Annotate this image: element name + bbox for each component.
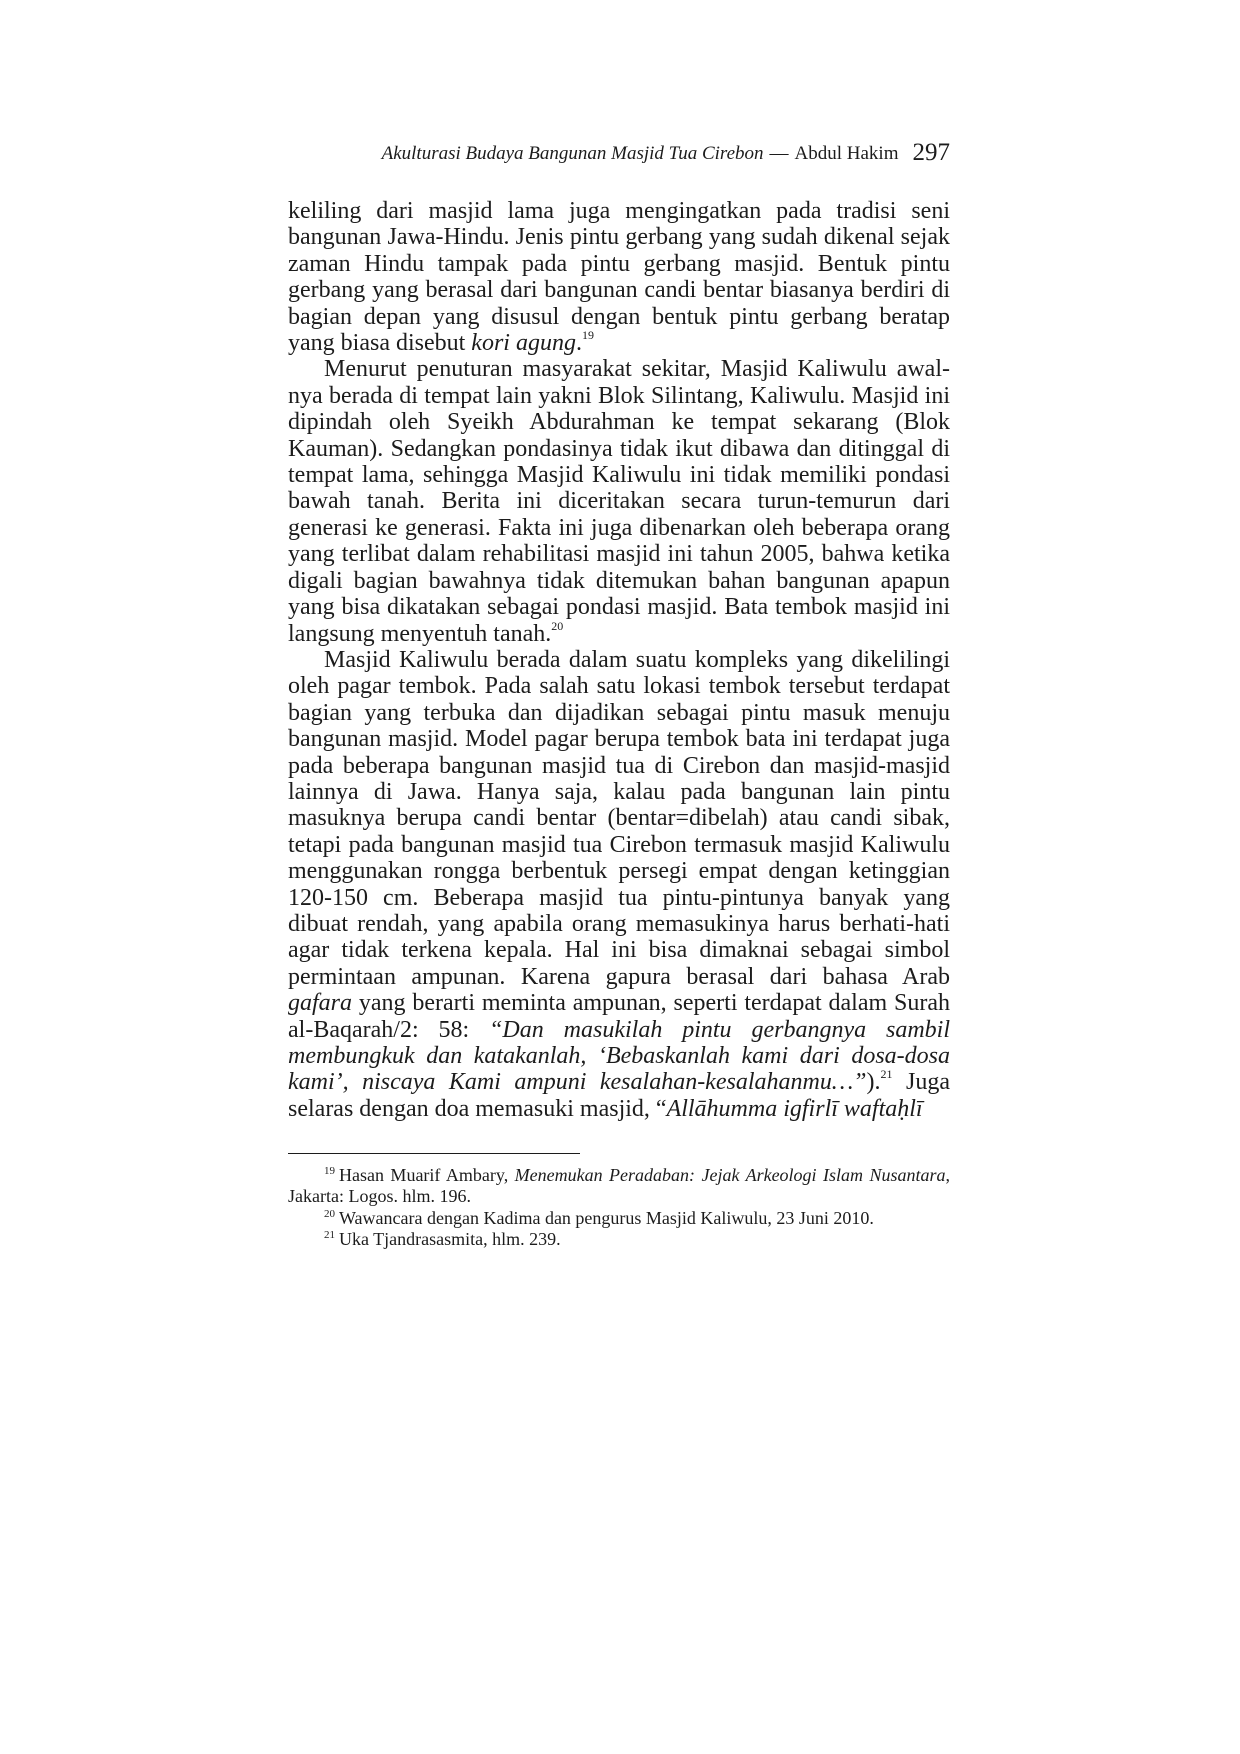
running-header bbox=[288, 140, 950, 167]
footnote-text-end: , Jakarta: Logos. hlm. 196. bbox=[288, 1165, 950, 1207]
footnote-number: 20 bbox=[324, 1207, 335, 1220]
paragraph-3-text-2: yang berarti meminta ampunan, seperti terdapat dalam Surah al-Baqarah/2: 58: bbox=[288, 990, 950, 1043]
footnote-20 bbox=[288, 1208, 950, 1229]
footnote-ref-20: 20 bbox=[551, 618, 564, 633]
footnote-21 bbox=[288, 1229, 950, 1250]
paragraph-3 bbox=[288, 647, 950, 1122]
running-header-author: Abdul Hakim bbox=[794, 143, 899, 164]
paragraph-1-text: keliling dari masjid lama juga mengingatkan pada tradisi seni bangunan Jawa-Hindu. Jenis pintu gerbang yang sudah dikenal sejak zaman Hindu tampak pada pintu gerbang masjid. Bentuk pintu gerbang yang berasal dari bangunan candi bentar biasanya berdiri di bagian depan yang disusul dengan bentuk pintu gerbang beratap yang biasa disebut bbox=[288, 198, 950, 357]
footnote-number: 21 bbox=[324, 1229, 335, 1242]
paragraph-3-text-1: Masjid Kaliwulu berada dalam suatu kompleks yang dikelilingi oleh pagar tembok. Pada salah satu lokasi tembok tersebut terdapat bagian yang terbuka dan dijadikan sebagai pintu masuk menuju bangunan masjid. Model pagar berupa tembok bata ini terdapat juga pada beberapa bangunan masjid tua di Cirebon dan masjid-masjid lainnya di Jawa. Hanya saja, kalau pada bangunan lain pintu masuknya berupa candi bentar (bentar=dibelah) atau candi sibak, tetapi pada bangunan masjid tua Cirebon termasuk masjid Kaliwulu menggunakan rongga berbentuk persegi empat dengan ketinggian 120-150 cm. Beberapa masjid tua pintu-pintunya banyak yang dibuat rendah, yang apabila orang memasukinya harus berhati-hati agar tidak terkena kepala. Hal ini bisa dimaknai sebagai simbol permintaan ampunan. Karena gapura berasal dari bahasa Arab bbox=[288, 646, 950, 990]
prayer-quote: Allāhumma igfirlī waftaḥlī bbox=[666, 1095, 923, 1122]
running-header-title: Akulturasi Budaya Bangunan Masjid Tua Cirebon bbox=[381, 143, 764, 164]
footnote-19 bbox=[288, 1165, 950, 1208]
footnote-divider bbox=[288, 1153, 580, 1154]
footnotes bbox=[288, 1165, 950, 1251]
footnote-text: Wawancara dengan Kadima dan pengurus Masjid Kaliwulu, 23 Juni 2010. bbox=[339, 1207, 874, 1228]
paragraph-2 bbox=[288, 356, 950, 646]
paragraph-2-text: Menurut penuturan masyarakat sekitar, Masjid Kaliwulu awal-nya berada di tempat lain yakni Blok Silintang, Kaliwulu. Masjid ini dipindah oleh Syeikh Abdurahman ke tempat sekarang (Blok Kauman). Sedangkan pondasinya tidak ikut dibawa dan ditinggal di tempat lama, sehingga Masjid Kaliwulu ini tidak memiliki pondasi bawah tanah. Berita ini diceritakan secara turun-temurun dari generasi ke generasi. Fakta ini juga dibenarkan oleh beberapa orang yang terlibat dalam rehabilitasi masjid ini tahun 2005, bahwa ketika digali bagian bawahnya tidak ditemukan bahan bangunan apapun yang bisa dikatakan sebagai pondasi masjid. Bata tembok masjid ini langsung menyentuh tanah. bbox=[288, 356, 950, 647]
running-header-separator: — bbox=[769, 143, 789, 164]
term-kori-agung: kori agung bbox=[471, 330, 576, 357]
body-text bbox=[288, 198, 950, 1122]
footnote-ref-21: 21 bbox=[880, 1067, 893, 1082]
quran-quote: “Dan masukilah pintu gerbangnya sambil membungkuk dan katakanlah, ‘Bebaskanlah kami dari dosa-dosa kami’, niscaya Kami ampuni kesalahan-kesalahanmu…” bbox=[288, 1016, 950, 1096]
footnote-number: 19 bbox=[324, 1165, 335, 1177]
footnote-text: Hasan Muarif Ambary, bbox=[339, 1165, 515, 1185]
footnote-ref-19: 19 bbox=[581, 328, 594, 343]
page-number: 297 bbox=[912, 139, 950, 166]
footnote-text: Uka Tjandrasasmita, hlm. 239. bbox=[339, 1229, 561, 1250]
paragraph-3-text-4: Juga selaras dengan doa memasuki masjid, “ bbox=[288, 1069, 950, 1122]
paragraph-1 bbox=[288, 198, 950, 356]
paragraph-3-text-3: ). bbox=[866, 1069, 881, 1096]
footnote-book-title: Menemukan Peradaban: Jejak Arkeologi Islam Nusantara bbox=[514, 1165, 946, 1185]
paragraph-1-end: . bbox=[575, 330, 582, 357]
term-gafara: gafara bbox=[288, 990, 353, 1017]
